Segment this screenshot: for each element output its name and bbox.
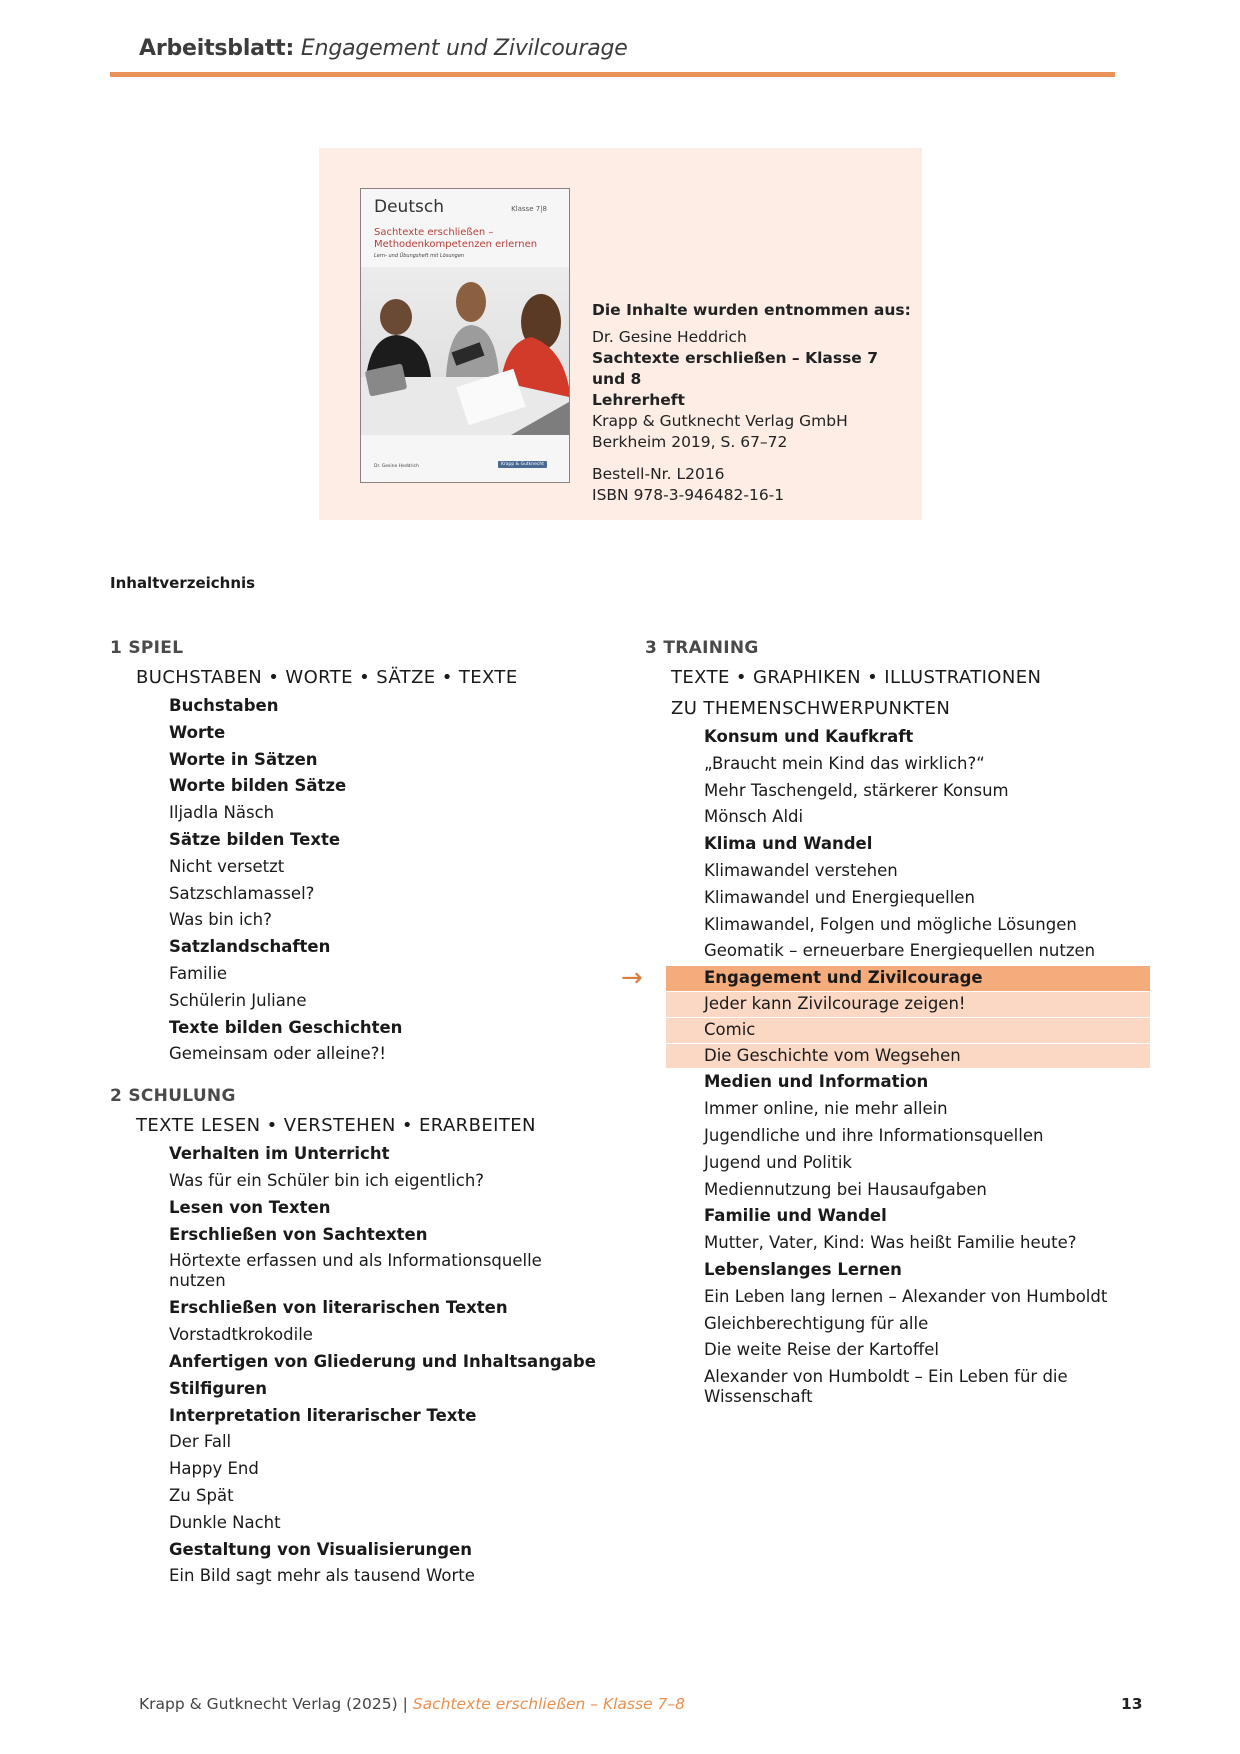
- toc-item-label: Verhalten im Unterricht: [169, 1144, 390, 1164]
- toc-section-title: 1 SPIEL: [110, 638, 184, 658]
- footer-publisher: Krapp & Gutknecht Verlag (2025) |: [139, 1695, 413, 1713]
- toc-heading: Inhaltverzeichnis: [110, 574, 256, 592]
- toc-chapter: [110, 1015, 630, 1042]
- source-edition: Lehrerheft: [592, 391, 685, 409]
- toc-item: [645, 938, 1165, 965]
- toc-item-label: Satzlandschaften: [169, 937, 331, 957]
- toc-item-label: Lesen von Texten: [169, 1197, 331, 1217]
- toc-item-label: Nicht versetzt: [169, 856, 285, 876]
- toc-item: [110, 800, 630, 827]
- toc-chapter: [110, 1537, 630, 1564]
- toc-item: [110, 1456, 630, 1483]
- toc-item: [645, 778, 1165, 805]
- toc-section-schulung: [110, 1082, 630, 1590]
- toc-item-label: Gemeinsam oder alleine?!: [169, 1044, 386, 1064]
- toc-section-subtitle: TEXTE • GRAPHIKEN • ILLUSTRATIONEN: [671, 667, 1042, 688]
- worksheet-topic: Engagement und Zivilcourage: [300, 36, 628, 61]
- toc-item-label: Interpretation literarischer Texte: [169, 1405, 477, 1425]
- toc-item-label: Die weite Reise der Kartoffel: [704, 1340, 939, 1360]
- toc-item-label: Lebenslanges Lernen: [704, 1259, 902, 1279]
- source-lead: Die Inhalte wurden entnommen aus:: [592, 301, 911, 319]
- toc-item-label: Konsum und Kaufkraft: [704, 727, 914, 746]
- toc-item: [110, 1483, 630, 1510]
- toc-chapter: [110, 1141, 630, 1168]
- toc-item: [645, 858, 1165, 885]
- toc-chapter: [110, 773, 630, 800]
- source-publisher: Krapp & Gutknecht Verlag GmbH: [592, 412, 848, 430]
- toc-item-label: Familie und Wandel: [704, 1206, 887, 1226]
- toc-chapter: [645, 1069, 1165, 1096]
- source-place-year: Berkheim 2019, S. 67–72: [592, 433, 788, 451]
- cover-grade: Klasse 7|8: [511, 205, 547, 213]
- toc-item-label: Immer online, nie mehr allein: [704, 1099, 948, 1119]
- toc-item-label: Klimawandel, Folgen und mögliche Lösungen: [704, 914, 1077, 934]
- toc-section-subtitle: ZU THEMENSCHWERPUNKTEN: [671, 698, 951, 719]
- toc-item-label: Zu Spät: [169, 1485, 234, 1505]
- arrow-right-icon: →: [621, 963, 643, 994]
- toc-item-label: Die Geschichte vom Wegsehen: [704, 1045, 961, 1065]
- book-cover: [360, 188, 570, 483]
- toc-item: [645, 804, 1165, 831]
- toc-item-label: Erschließen von literarischen Texten: [169, 1298, 508, 1318]
- toc-item: [110, 1322, 630, 1349]
- toc-item-label: Mönsch Aldi: [704, 807, 804, 827]
- toc-item-label: Erschließen von Sachtexten: [169, 1224, 428, 1244]
- worksheet-label: Arbeitsblatt:: [139, 36, 295, 61]
- toc-right-column: [621, 634, 1165, 1411]
- toc-item: [110, 1041, 630, 1068]
- toc-item-label: „Braucht mein Kind das wirklich?“: [704, 753, 985, 773]
- toc-chapter: [110, 1376, 630, 1403]
- toc-chapter: [110, 1349, 630, 1376]
- toc-item-highlighted: [666, 1018, 1150, 1043]
- toc-section-subtitle: TEXTE LESEN • VERSTEHEN • ERARBEITEN: [136, 1115, 536, 1137]
- toc-chapter: [110, 827, 630, 854]
- toc-item-label: Gestaltung von Visualisierungen: [169, 1539, 472, 1559]
- toc-section-training: [621, 634, 1165, 1411]
- toc-item: [110, 881, 630, 908]
- source-author: Dr. Gesine Heddrich: [592, 328, 747, 346]
- toc-item-label: Buchstaben: [169, 696, 279, 715]
- toc-item-label: Vorstadtkrokodile: [169, 1325, 313, 1345]
- worksheet-title: [139, 36, 628, 61]
- toc-item-label: Ein Leben lang lernen – Alexander von Humboldt: [704, 1286, 1108, 1306]
- toc-item: [645, 1284, 1165, 1311]
- toc-section-spiel: [110, 634, 630, 1068]
- cover-subtitle: Lern- und Übungsheft mit Lösungen: [374, 253, 465, 259]
- cover-subject: Deutsch: [374, 197, 444, 217]
- toc-item-label: Ein Bild sagt mehr als tausend Worte: [169, 1566, 475, 1586]
- footer-credit: [139, 1695, 685, 1713]
- toc-item-label: Satzschlamassel?: [169, 883, 315, 903]
- toc-item-label: Mutter, Vater, Kind: Was heißt Familie heute?: [704, 1233, 1077, 1253]
- toc-item-label: Klimawandel verstehen: [704, 860, 898, 880]
- toc-chapter: [110, 693, 630, 720]
- toc-chapter: [645, 1257, 1165, 1284]
- footer-book-title: Sachtexte erschließen – Klasse 7–8: [412, 1695, 686, 1713]
- toc-item-label: Dunkle Nacht: [169, 1512, 281, 1532]
- source-isbn: ISBN 978-3-946482-16-1: [592, 486, 785, 504]
- toc-item: [645, 1150, 1165, 1177]
- toc-item-label: Worte bilden Sätze: [169, 776, 347, 796]
- toc-chapter: [110, 747, 630, 774]
- toc-item-label: Medien und Information: [704, 1072, 929, 1092]
- toc-chapter: [645, 1203, 1165, 1230]
- toc-item: [110, 907, 630, 934]
- toc-item-label: Hörtexte erfassen und als Informationsquelle nutzen: [169, 1251, 542, 1291]
- toc-item-label: Was bin ich?: [169, 910, 272, 930]
- toc-chapter: [110, 1403, 630, 1430]
- title-underline: [110, 72, 1115, 77]
- toc-item-label: Jugend und Politik: [704, 1152, 852, 1172]
- toc-item-highlighted: [666, 992, 1150, 1017]
- toc-item-label: Jugendliche und ihre Informationsquellen: [704, 1125, 1044, 1145]
- cover-publisher-logo: Krapp & Gutknecht: [498, 461, 547, 468]
- toc-item: [645, 1337, 1165, 1364]
- toc-item-label: Mediennutzung bei Hausaufgaben: [704, 1179, 987, 1199]
- toc-item-label: Was für ein Schüler bin ich eigentlich?: [169, 1170, 485, 1190]
- toc-chapter: [110, 1222, 630, 1249]
- toc-item: [645, 1096, 1165, 1123]
- toc-item-label: Worte in Sätzen: [169, 749, 318, 769]
- toc-item-label: Alexander von Humboldt – Ein Leben für die Wissenschaft: [704, 1367, 1068, 1407]
- toc-section-subtitle: BUCHSTABEN • WORTE • SÄTZE • TEXTE: [136, 667, 518, 688]
- toc-chapter: [110, 1195, 630, 1222]
- toc-item: [645, 1230, 1165, 1257]
- toc-item-label: Familie: [169, 963, 228, 983]
- toc-item-label: Texte bilden Geschichten: [169, 1017, 403, 1037]
- toc-item-label: Geomatik – erneuerbare Energiequellen nutzen: [704, 941, 1096, 961]
- toc-item: [110, 961, 630, 988]
- toc-item-label: Engagement und Zivilcourage: [704, 968, 983, 988]
- toc-item-label: Worte: [169, 722, 226, 742]
- toc-section-title: 3 TRAINING: [645, 638, 759, 658]
- toc-item-label: Mehr Taschengeld, stärkerer Konsum: [704, 780, 1009, 800]
- cover-photo: [361, 267, 569, 435]
- toc-item-label: Happy End: [169, 1459, 259, 1479]
- toc-item: [110, 1248, 569, 1295]
- toc-left-column: [110, 634, 630, 1590]
- source-order-number: Bestell-Nr. L2016: [592, 465, 725, 483]
- toc-item-label: Schülerin Juliane: [169, 990, 307, 1010]
- source-book-title: Sachtexte erschließen – Klasse 7 und 8: [592, 349, 878, 388]
- toc-item-label: Der Fall: [169, 1432, 232, 1452]
- toc-chapter: [110, 934, 630, 961]
- toc-section-title: 2 SCHULUNG: [110, 1086, 236, 1107]
- toc-item-label: Stilfiguren: [169, 1378, 267, 1398]
- toc-chapter: [645, 831, 1165, 858]
- toc-chapter: [110, 720, 630, 747]
- toc-item-highlighted: [621, 963, 1150, 994]
- toc-item: [645, 1364, 1104, 1411]
- toc-item: [645, 1123, 1165, 1150]
- toc-item: [645, 885, 1165, 912]
- cover-author: Dr. Gesine Heddrich: [374, 464, 419, 469]
- toc-item-label: Iljadla Näsch: [169, 803, 275, 823]
- toc-item-highlighted: [666, 1044, 1150, 1069]
- toc-item: [110, 1563, 630, 1590]
- toc-item-label: Sätze bilden Texte: [169, 829, 341, 849]
- toc-chapter: [110, 1295, 630, 1322]
- page-number: 13: [1121, 1695, 1143, 1713]
- toc-item: [110, 1429, 630, 1456]
- source-citation: [592, 300, 912, 506]
- toc-item: [645, 912, 1165, 939]
- toc-item-label: Anfertigen von Gliederung und Inhaltsangabe: [169, 1351, 596, 1371]
- toc-item-label: Comic: [704, 1019, 756, 1039]
- toc-item-label: Klima und Wandel: [704, 834, 873, 854]
- cover-title: Sachtexte erschließen – Methodenkompetenzen erlernen: [374, 227, 538, 250]
- students-photo-illustration: [361, 267, 569, 435]
- toc-item: [645, 751, 1165, 778]
- toc-item-label: Gleichberechtigung für alle: [704, 1313, 929, 1333]
- toc-item-label: Klimawandel und Energiequellen: [704, 887, 975, 907]
- toc-item: [645, 1177, 1165, 1204]
- toc-chapter: [645, 724, 1165, 751]
- toc-item: [110, 1168, 630, 1195]
- toc-item-label: Jeder kann Zivilcourage zeigen!: [704, 993, 966, 1013]
- toc-item: [110, 988, 630, 1015]
- toc-item: [645, 1311, 1165, 1338]
- toc-item: [110, 854, 630, 881]
- toc-item: [110, 1510, 630, 1537]
